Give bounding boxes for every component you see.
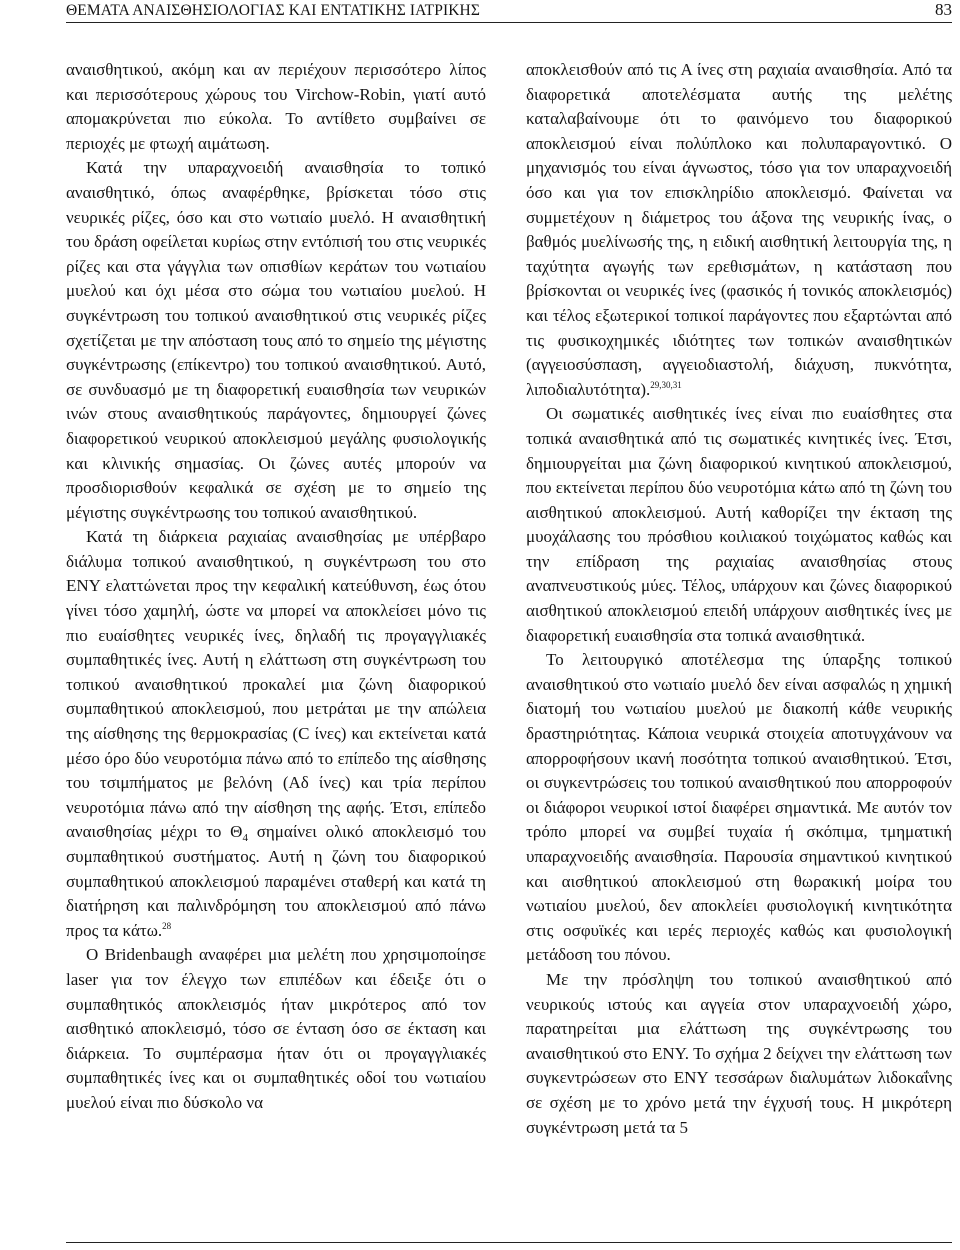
- subscript: 4: [242, 832, 248, 845]
- paragraph-text: Κατά τη διάρκεια ραχιαίας αναισθησίας με υπέρβαρο διάλυμα τοπικού αναισθητικού, η συγκέντρωση του στο ΕΝΥ ελαττώνεται προς την κεφαλική κατεύθυνση, έως ότου γίνει τόσο χαμηλή, ώστε να μπορεί να αποκλείσει μόνο τις πιο ευαίσθητες νευρικές ίνες, δηλαδή τις προγαγγλιακές συμπαθητικές ίνες. Αυτή η ελάττωση στη συγκέντρωση του τοπικού αναισθητικού προκαλεί μια ζώνη διαφορικού συμπαθητικού αποκλεισμού, που μετράται με την απώλεια της αίσθησης της θερμοκρασίας (C ίνες) και εκτείνεται κατά μέσο όρο δύο νευροτόμια πάνω από το επίπεδο της αίσθησης του τσιμπήματος με βελόνη (Αδ ίνες) και τρία περίπου νευροτόμια πάνω από την αίσθηση της αφής. Έτσι, επίπεδο αναισθησίας μέχρι το Θ: [66, 527, 486, 842]
- paragraph: Κατά την υπαραχνοειδή αναισθησία το τοπικό αναισθητικό, όπως αναφέρθηκε, βρίσκεται τόσο στις νευρικές ρίζες, όσο και στο νωτιαίο μυελό. Η αναισθητική του δράση οφείλεται κυρίως στην εντόπισή του στις νευρικές ρίζες και στα γάγγλια των οπισθίων κεράτων του νωτιαίου μυελού και όχι μέσα στο σώμα του νωτιαίου μυελού. Η συγκέντρωση του τοπικού αναισθητικού στις νευρικές ρίζες σχετίζεται με την απόσταση τους από το σημείο της μέγιστης συγκέντρωσης (επίκεντρο) του τοπικού αναισθητικού. Αυτό, σε συνδυασμό με τη διαφορετική ευαισθησία των νευρικών ινών στους αναισθητικούς παράγοντες, δημιουργεί ζώνες διαφορετικού νευρικού αποκλεισμού μεγάλης φυσιολογικής και κλινικής σημασίας. Οι ζώνες αυτές μπορούν να προσδιορισθούν κεφαλικά σε σχέση με το σημείο της μέγιστης συγκέντρωσης του τοπικού αναισθητικού.: [66, 158, 486, 522]
- paragraph: Με την πρόσληψη του τοπικού αναισθητικού από νευρικούς ιστούς και αγγεία στον υπαραχνοειδή χώρο, παρατηρείται μια ελάττωση της συγκέντρωσης του αναισθητικού στο ΕΝΥ. Το σχήμα 2 δείχνει την ελάττωση των συγκεντρώσεων στο ΕΝΥ τεσσάρων διαλυμάτων λιδοκαΐνης σε σχέση με το χρόνο μετά την έγχυσή τους. Η μικρότερη συγκέντρωση μετά τα 5: [526, 969, 952, 1137]
- running-header: [66, 0, 952, 23]
- paragraph: [526, 58, 952, 402]
- paragraph: αναισθητικού, ακόμη και αν περιέχουν περισσότερο λίπος και περισσότερους χώρους του Virchow-Robin, γιατί αυτό απομακρύνεται πιο εύκολα. Το αντίθετο συμβαίνει σε περιοχές με φτωχή αιμάτωση.: [66, 60, 486, 153]
- left-column: [66, 58, 486, 1116]
- journal-title: ΘΕΜΑΤΑ ΑΝΑΙΣΘΗΣΙΟΛΟΓΙΑΣ ΚΑΙ ΕΝΤΑΤΙΚΗΣ ΙΑΤΡΙΚΗΣ: [66, 2, 480, 19]
- footer-rule: [66, 1242, 952, 1243]
- reference-superscript: 28: [162, 920, 172, 931]
- paragraph: Ο Bridenbaugh αναφέρει μια μελέτη που χρησιμοποίησε laser για τον έλεγχο των επιπέδων και έδειξε ότι ο συμπαθητικός αποκλεισμός ήταν μικρότερος από τον αισθητικό αποκλεισμό, τόσο σε ένταση όσο σε έκταση και διάρκεια. Το συμπέρασμα ήταν ότι οι προγαγγλιακές συμπαθητικές ίνες και οι συμπαθητικές οδοί του νωτιαίου μυελού είναι πιο δύσκολο να: [66, 945, 486, 1112]
- right-column: [526, 58, 952, 1140]
- paragraph: [66, 525, 486, 943]
- paragraph-text: σημαίνει ολικό αποκλεισμό του συμπαθητικού συστήματος. Αυτή η ζώνη του διαφορικού συμπαθητικού αποκλεισμού παραμένει σταθερή και κατά τη διατήρηση και παλινδρόμηση του αποκλεισμού από πάνω προς τα κάτω.: [66, 822, 486, 940]
- page-number: 83: [935, 0, 952, 19]
- paragraph-text: αποκλεισθούν από τις Α ίνες στη ραχιαία αναισθησία. Από τα διαφορετικά αποτελέσματα αυτής της μελέτης καταλαβαίνουμε ότι το φαινόμενο του διαφορικού αποκλεισμού είναι πολύπλοκο και πολυπαραγοντικό. Ο μηχανισμός του είναι άγνωστος, τόσο για τον υπαραχνοειδή όσο και για τον επισκληρίδιο αποκλεισμό. Φαίνεται να συμμετέχουν η διάμετρος του άξονα της νευρικής ίνας, ο βαθμός μυελίνωσής της, η ειδική αισθητική λειτουργία της, η ταχύτητα αγωγής των ερεθισμάτων, η κατάσταση που βρίσκονται οι νευρικές ίνες (φασικός ή τονικός αποκλεισμός) και τέλος εξωτερικοί τοπικοί παράγοντες που εξαρτώνται από τις φυσικοχημικές ιδιότητες των τοπικών αναισθητικών (αγγειοσύσπαση, αγγειοδιαστολή, διάχυση, πυκνότητα, λιποδιαλυτότητα).: [526, 60, 952, 399]
- reference-superscript: 29,30,31: [650, 379, 682, 390]
- paragraph: Το λειτουργικό αποτέλεσμα της ύπαρξης τοπικού αναισθητικού στο νωτιαίο μυελό δεν είναι ασφαλώς η χημική διατομή του νωτιαίου μυελού με διακοπή κάθε νευρικής δραστηριότητας. Κάποια νευρικά στοιχεία αποτυγχάνουν να απορροφήσουν ικανή ποσότητα τοπικού αναισθητικού. Έτσι, οι συγκεντρώσεις του τοπικού αναισθητικού που απορροφούν οι διάφοροι νευρικοί ιστοί διαφέρει σημαντικά. Με αυτόν τον τρόπο μπορεί να συμβεί τυχαία ή σκόπιμα, τμηματική υπαραχνοειδής αναισθησία. Παρουσία σημαντικού κινητικού και αισθητικού αποκλεισμού στη θωρακική μοίρα του νωτιαίου μυελού, δεν αποκλείει φυσιολογική κινητικότητα στις οσφυϊκές και ιερές περιοχές καθώς και φυσιολογική μετάδοση του πόνου.: [526, 650, 952, 965]
- paragraph: Οι σωματικές αισθητικές ίνες είναι πιο ευαίσθητες στα τοπικά αναισθητικά από τις σωματικές κινητικές ίνες. Έτσι, δημιουργείται μια ζώνη διαφορικού κινητικού αποκλεισμού, που εκτείνεται περίπου δύο νευροτόμια κάτω από τη ζώνη του αισθητικού αποκλεισμού. Αυτή καθορίζει την έκταση της μυοχάλασης του πρόσθιου κοιλιακού τοιχώματος καθώς και την επίδραση της ραχιαίας αναισθησίας στους αναπνευστικούς μύες. Τέλος, υπάρχουν και ζώνες διαφορικού αισθητικού αποκλεισμού επειδή υπάρχουν αισθητικές ίνες με διαφορετική ευαισθησία στα τοπικά αναισθητικά.: [526, 404, 952, 645]
